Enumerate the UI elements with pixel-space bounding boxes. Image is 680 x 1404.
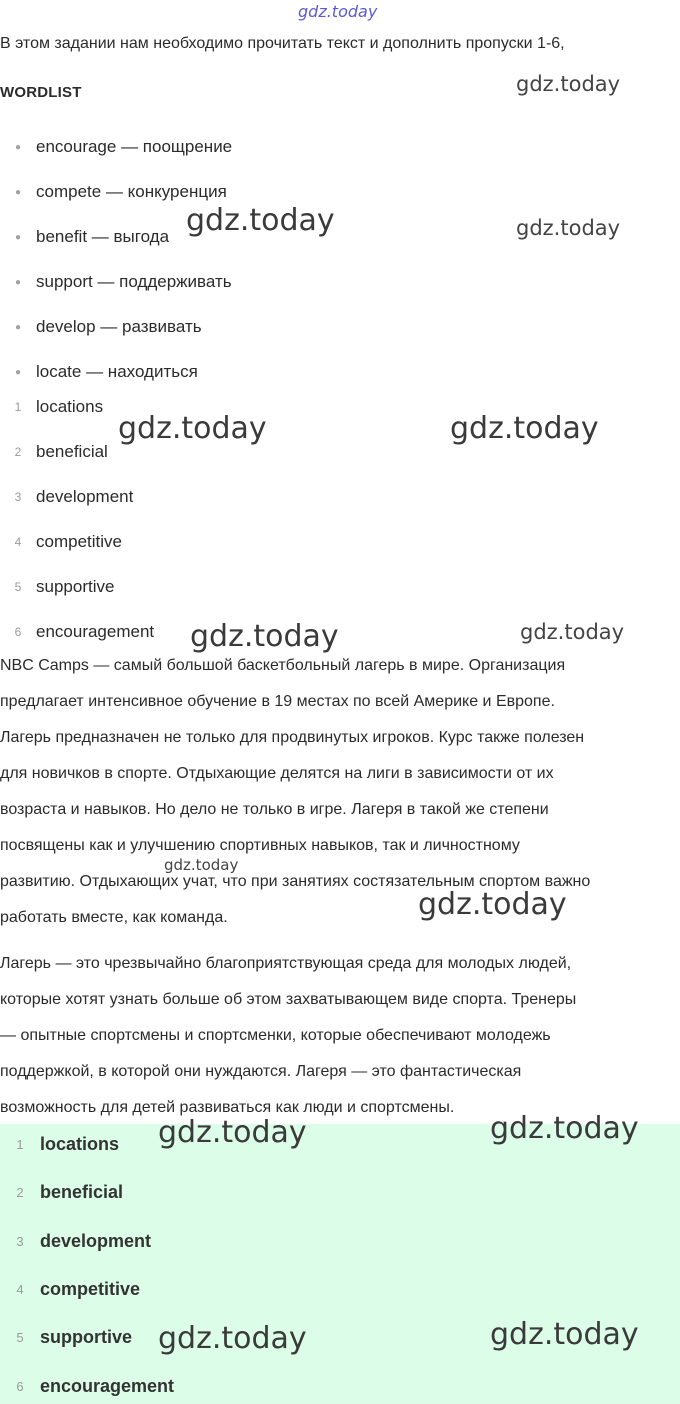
paragraph-line: возможность для детей развиваться как люди и спортсмены. <box>0 1099 455 1116</box>
watermark: gdz.today <box>190 619 339 654</box>
numbered-list-item <box>0 575 114 599</box>
bullet-icon: ● <box>14 366 22 378</box>
paragraph-line: предлагает интенсивное обучение в 19 местах по всей Америке и Европе. <box>0 693 555 710</box>
watermark: gdz.today <box>516 216 621 240</box>
answer-word: beneficial <box>40 1181 124 1202</box>
watermark: gdz.today <box>490 1111 639 1146</box>
list-item <box>0 360 198 384</box>
paragraph-line: возраста и навыков. Но дело не только в игре. Лагеря в такой же степени <box>0 801 549 818</box>
answer-word: supportive <box>40 1326 133 1347</box>
answer-number: 5 <box>16 1329 24 1345</box>
answer-item <box>0 1276 140 1302</box>
bullet-icon: ● <box>14 321 22 333</box>
translation-paragraph-2 <box>0 946 680 1126</box>
answer-word: development <box>40 1230 152 1251</box>
watermark: gdz.today <box>490 1317 639 1352</box>
list-item <box>0 270 232 294</box>
answer-number: 1 <box>16 1136 24 1152</box>
watermark: gdz.today <box>186 203 335 238</box>
paragraph-line: посвящены как и улучшению спортивных навыков, так и личностному <box>0 837 520 854</box>
numbered-list-item <box>0 530 122 554</box>
intro-text: В этом задании нам необходимо прочитать текст и дополнить пропуски 1-6, <box>0 35 565 52</box>
paragraph-line: работать вместе, как команда. <box>0 909 228 926</box>
answer-item <box>0 1324 132 1350</box>
list-number: 2 <box>14 445 22 459</box>
answer-box <box>0 1124 680 1404</box>
list-item-text: compete — конкуренция <box>36 182 227 201</box>
bullet-icon: ● <box>14 231 22 243</box>
answer-word: competitive <box>40 1278 141 1299</box>
paragraph-line: поддержкой, в которой они нуждаются. Лагеря — это фантастическая <box>0 1063 522 1080</box>
list-number: 4 <box>14 535 22 549</box>
watermark: gdz.today <box>164 856 239 874</box>
wordlist-heading: WORDLIST <box>0 84 82 101</box>
answer-number: 6 <box>16 1378 24 1394</box>
list-item <box>0 315 202 339</box>
numbered-list-item <box>0 620 154 644</box>
watermark: gdz.today <box>118 411 267 446</box>
answer-item <box>0 1373 174 1399</box>
paragraph-line: Лагерь предназначен не только для продвинутых игроков. Курс также полезен <box>0 729 585 746</box>
answer-word: locations <box>40 1133 120 1154</box>
list-number: 5 <box>14 580 22 594</box>
answer-item <box>0 1179 123 1205</box>
list-number: 6 <box>14 625 22 639</box>
watermark: gdz.today <box>516 72 621 96</box>
answer-item <box>0 1131 119 1157</box>
watermark: gdz.today <box>520 620 625 644</box>
numbered-list-item <box>0 395 103 419</box>
answer-word: encouragement <box>40 1375 175 1396</box>
list-item-text: competitive <box>36 532 122 551</box>
answer-number: 3 <box>16 1233 24 1249</box>
list-item-text: locations <box>36 397 104 416</box>
list-item <box>0 225 169 249</box>
paragraph-line: для новичков в спорте. Отдыхающие делятся на лиги в зависимости от их <box>0 765 554 782</box>
list-item-text: development <box>36 487 134 506</box>
list-number: 3 <box>14 490 22 504</box>
list-item-text: supportive <box>36 577 115 596</box>
watermark: gdz.today <box>418 887 567 922</box>
numbered-list-item <box>0 485 133 509</box>
list-item-text: beneficial <box>36 442 108 461</box>
paragraph-line: которые хотят узнать больше об этом захватывающем виде спорта. Тренеры <box>0 991 577 1008</box>
numbered-list-item <box>0 440 108 464</box>
list-item-text: benefit — выгода <box>36 227 170 246</box>
list-item-text: develop — развивать <box>36 317 202 336</box>
answer-number: 4 <box>16 1281 24 1297</box>
bullet-icon: ● <box>14 141 22 153</box>
answer-item <box>0 1228 151 1254</box>
watermark-top: gdz.today <box>298 2 378 21</box>
list-item <box>0 180 227 204</box>
list-item-text: support — поддерживать <box>36 272 232 291</box>
watermark: gdz.today <box>450 411 599 446</box>
paragraph-line: Лагерь — это чрезвычайно благоприятствующая среда для молодых людей, <box>0 955 572 972</box>
watermark: gdz.today <box>158 1321 307 1356</box>
list-number: 1 <box>14 400 22 414</box>
list-item-text: locate — находиться <box>36 362 198 381</box>
paragraph-line: — опытные спортсмены и спортсменки, которые обеспечивают молодежь <box>0 1027 551 1044</box>
list-item-text: encouragement <box>36 622 155 641</box>
translation-paragraph-1 <box>0 648 680 936</box>
watermark: gdz.today <box>158 1115 307 1150</box>
answer-number: 2 <box>16 1184 24 1200</box>
paragraph-line: NBC Camps — самый большой баскетбольный лагерь в мире. Организация <box>0 657 566 674</box>
bullet-icon: ● <box>14 276 22 288</box>
bullet-icon: ● <box>14 186 22 198</box>
list-item-text: encourage — поощрение <box>36 137 233 156</box>
list-item <box>0 135 232 159</box>
paragraph-line: развитию. Отдыхающих учат, что при занятиях состязательным спортом важно <box>0 873 591 890</box>
